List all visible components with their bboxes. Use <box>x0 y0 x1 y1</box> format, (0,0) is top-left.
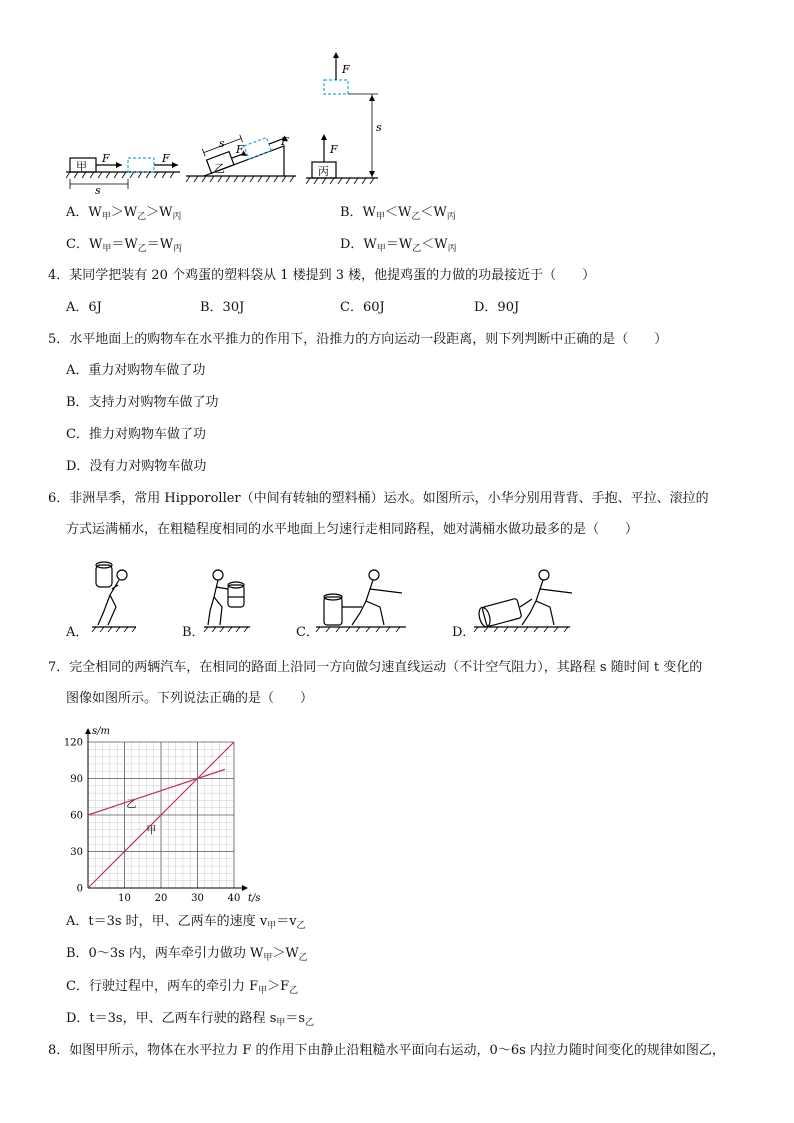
q6-figure-c <box>316 570 406 632</box>
q7-option-c[interactable]: C．行驶过程中，两车的牵引力 $F_甲>F_乙$ <box>66 979 299 996</box>
q4-stem: 4．某同学把装有 20 个鸡蛋的塑料袋从 1 楼提到 3 楼，他提鸡蛋的力做的功最接近于（ ） <box>48 268 596 283</box>
q3-figure-yi <box>186 121 296 182</box>
q5-option-c[interactable]: C．推力对购物车做了功 <box>66 427 206 442</box>
q4-option-c[interactable]: C．60J <box>340 300 385 315</box>
q3-figure-jia <box>66 152 180 197</box>
q5-stem: 5．水平地面上的购物车在水平推力的作用下，沿推力的方向运动一段距离，则下列判断中正确的是（ ） <box>48 332 668 347</box>
q3-force-label: F <box>102 152 110 165</box>
x-tick-label: 10 <box>118 893 131 904</box>
chart-x-axis-label: t/s <box>248 893 261 904</box>
q6-stem-line1: 6．非洲旱季，常用 Hipporoller（中间有转轴的塑料桶）运水。如图所示，小华分别用背背、手抱、平拉、滚拉的 <box>48 491 709 506</box>
q5-option-a[interactable]: A．重力对购物车做了功 <box>66 363 206 378</box>
q6-figure-b <box>204 570 250 632</box>
q7-st-chart <box>52 718 292 908</box>
q3-force-label: F <box>236 143 244 156</box>
y-tick-label: 30 <box>70 847 83 858</box>
q7-stem-line1: 7．完全相同的两辆汽车，在相同的路面上沿同一方向做匀速直线运动（不计空气阻力），其路程 s 随时间 t 变化的 <box>48 660 703 675</box>
q6-option-c[interactable]: C． <box>296 625 319 640</box>
y-tick-label: 60 <box>70 810 83 822</box>
q3-label-yi: 乙 <box>214 162 225 175</box>
q5-option-b[interactable]: B．支持力对购物车做了功 <box>66 395 219 410</box>
chart-series-label-yi: 乙 <box>126 799 137 811</box>
y-tick-label: 90 <box>70 774 83 785</box>
q7-option-b[interactable]: B．0～3s 内，两车牵引力做功 $W_甲>W_乙$ <box>66 946 308 963</box>
q6-figure-d <box>474 570 572 632</box>
q4-option-d[interactable]: D．90J <box>474 300 520 315</box>
x-tick-label: 30 <box>191 893 204 904</box>
q3-force-label: F <box>281 135 289 148</box>
x-tick-label: 20 <box>154 893 168 904</box>
q3-distance-label: s <box>219 137 225 150</box>
q3-force-label: F <box>342 63 350 76</box>
x-tick-label: 40 <box>227 893 241 904</box>
q6-figure-a <box>92 562 136 632</box>
q6-option-a[interactable]: A． <box>66 625 89 640</box>
q7-stem-line2: 图像如图所示。下列说法正确的是（ ） <box>66 691 314 706</box>
q6-option-b[interactable]: B． <box>182 625 205 640</box>
q3-force-label: F <box>162 152 170 165</box>
q3-figure <box>0 0 794 200</box>
q4-option-a[interactable]: A．6J <box>66 300 102 315</box>
q3-label-bing: 丙 <box>318 165 329 178</box>
q8-stem-line1: 8．如图甲所示，物体在水平拉力 F 的作用下由静止沿粗糙水平面向右运动，0～6s 内拉力随时间变化的规律如图乙， <box>48 1043 725 1058</box>
q3-force-label: F <box>330 143 338 156</box>
q4-option-b[interactable]: B．30J <box>200 300 245 315</box>
q3-option-d[interactable]: D．$W_甲=W_乙<W_丙$ <box>340 237 457 254</box>
q3-figure-bing <box>306 52 382 184</box>
chart-series-label-jia: 甲 <box>146 825 157 837</box>
y-tick-label: 120 <box>63 737 83 749</box>
q5-option-d[interactable]: D．没有力对购物车做功 <box>66 459 207 474</box>
series-line-yi <box>88 769 225 815</box>
q7-option-a[interactable]: A．t＝3s 时，甲、乙两车的速度 $v_甲=v_乙$ <box>66 914 306 931</box>
y-tick-label: 0 <box>76 883 83 895</box>
q3-label-jia: 甲 <box>76 160 87 173</box>
q3-option-b[interactable]: B．$W_甲<W_乙<W_丙$ <box>340 205 456 222</box>
q3-option-c[interactable]: C．$W_甲=W_乙=W_丙$ <box>66 237 183 254</box>
q3-option-a[interactable]: A．$W_甲>W_乙>W_丙$ <box>66 205 182 222</box>
x-axis-arrow <box>242 885 248 891</box>
q3-distance-label: s <box>376 121 382 134</box>
chart-y-axis-label: s/m <box>92 726 110 737</box>
q3-distance-label: s <box>95 184 101 197</box>
q7-option-d[interactable]: D．t＝3s，甲、乙两车行驶的路程 $s_甲=s_乙$ <box>66 1011 315 1028</box>
y-axis-arrow <box>85 728 91 734</box>
q6-figures <box>0 555 794 655</box>
q6-option-d[interactable]: D． <box>452 625 476 640</box>
q6-stem-line2: 方式运满桶水，在粗糙程度相同的水平地面上匀速行走相同路程，她对满桶水做功最多的是（ ） <box>66 522 639 537</box>
